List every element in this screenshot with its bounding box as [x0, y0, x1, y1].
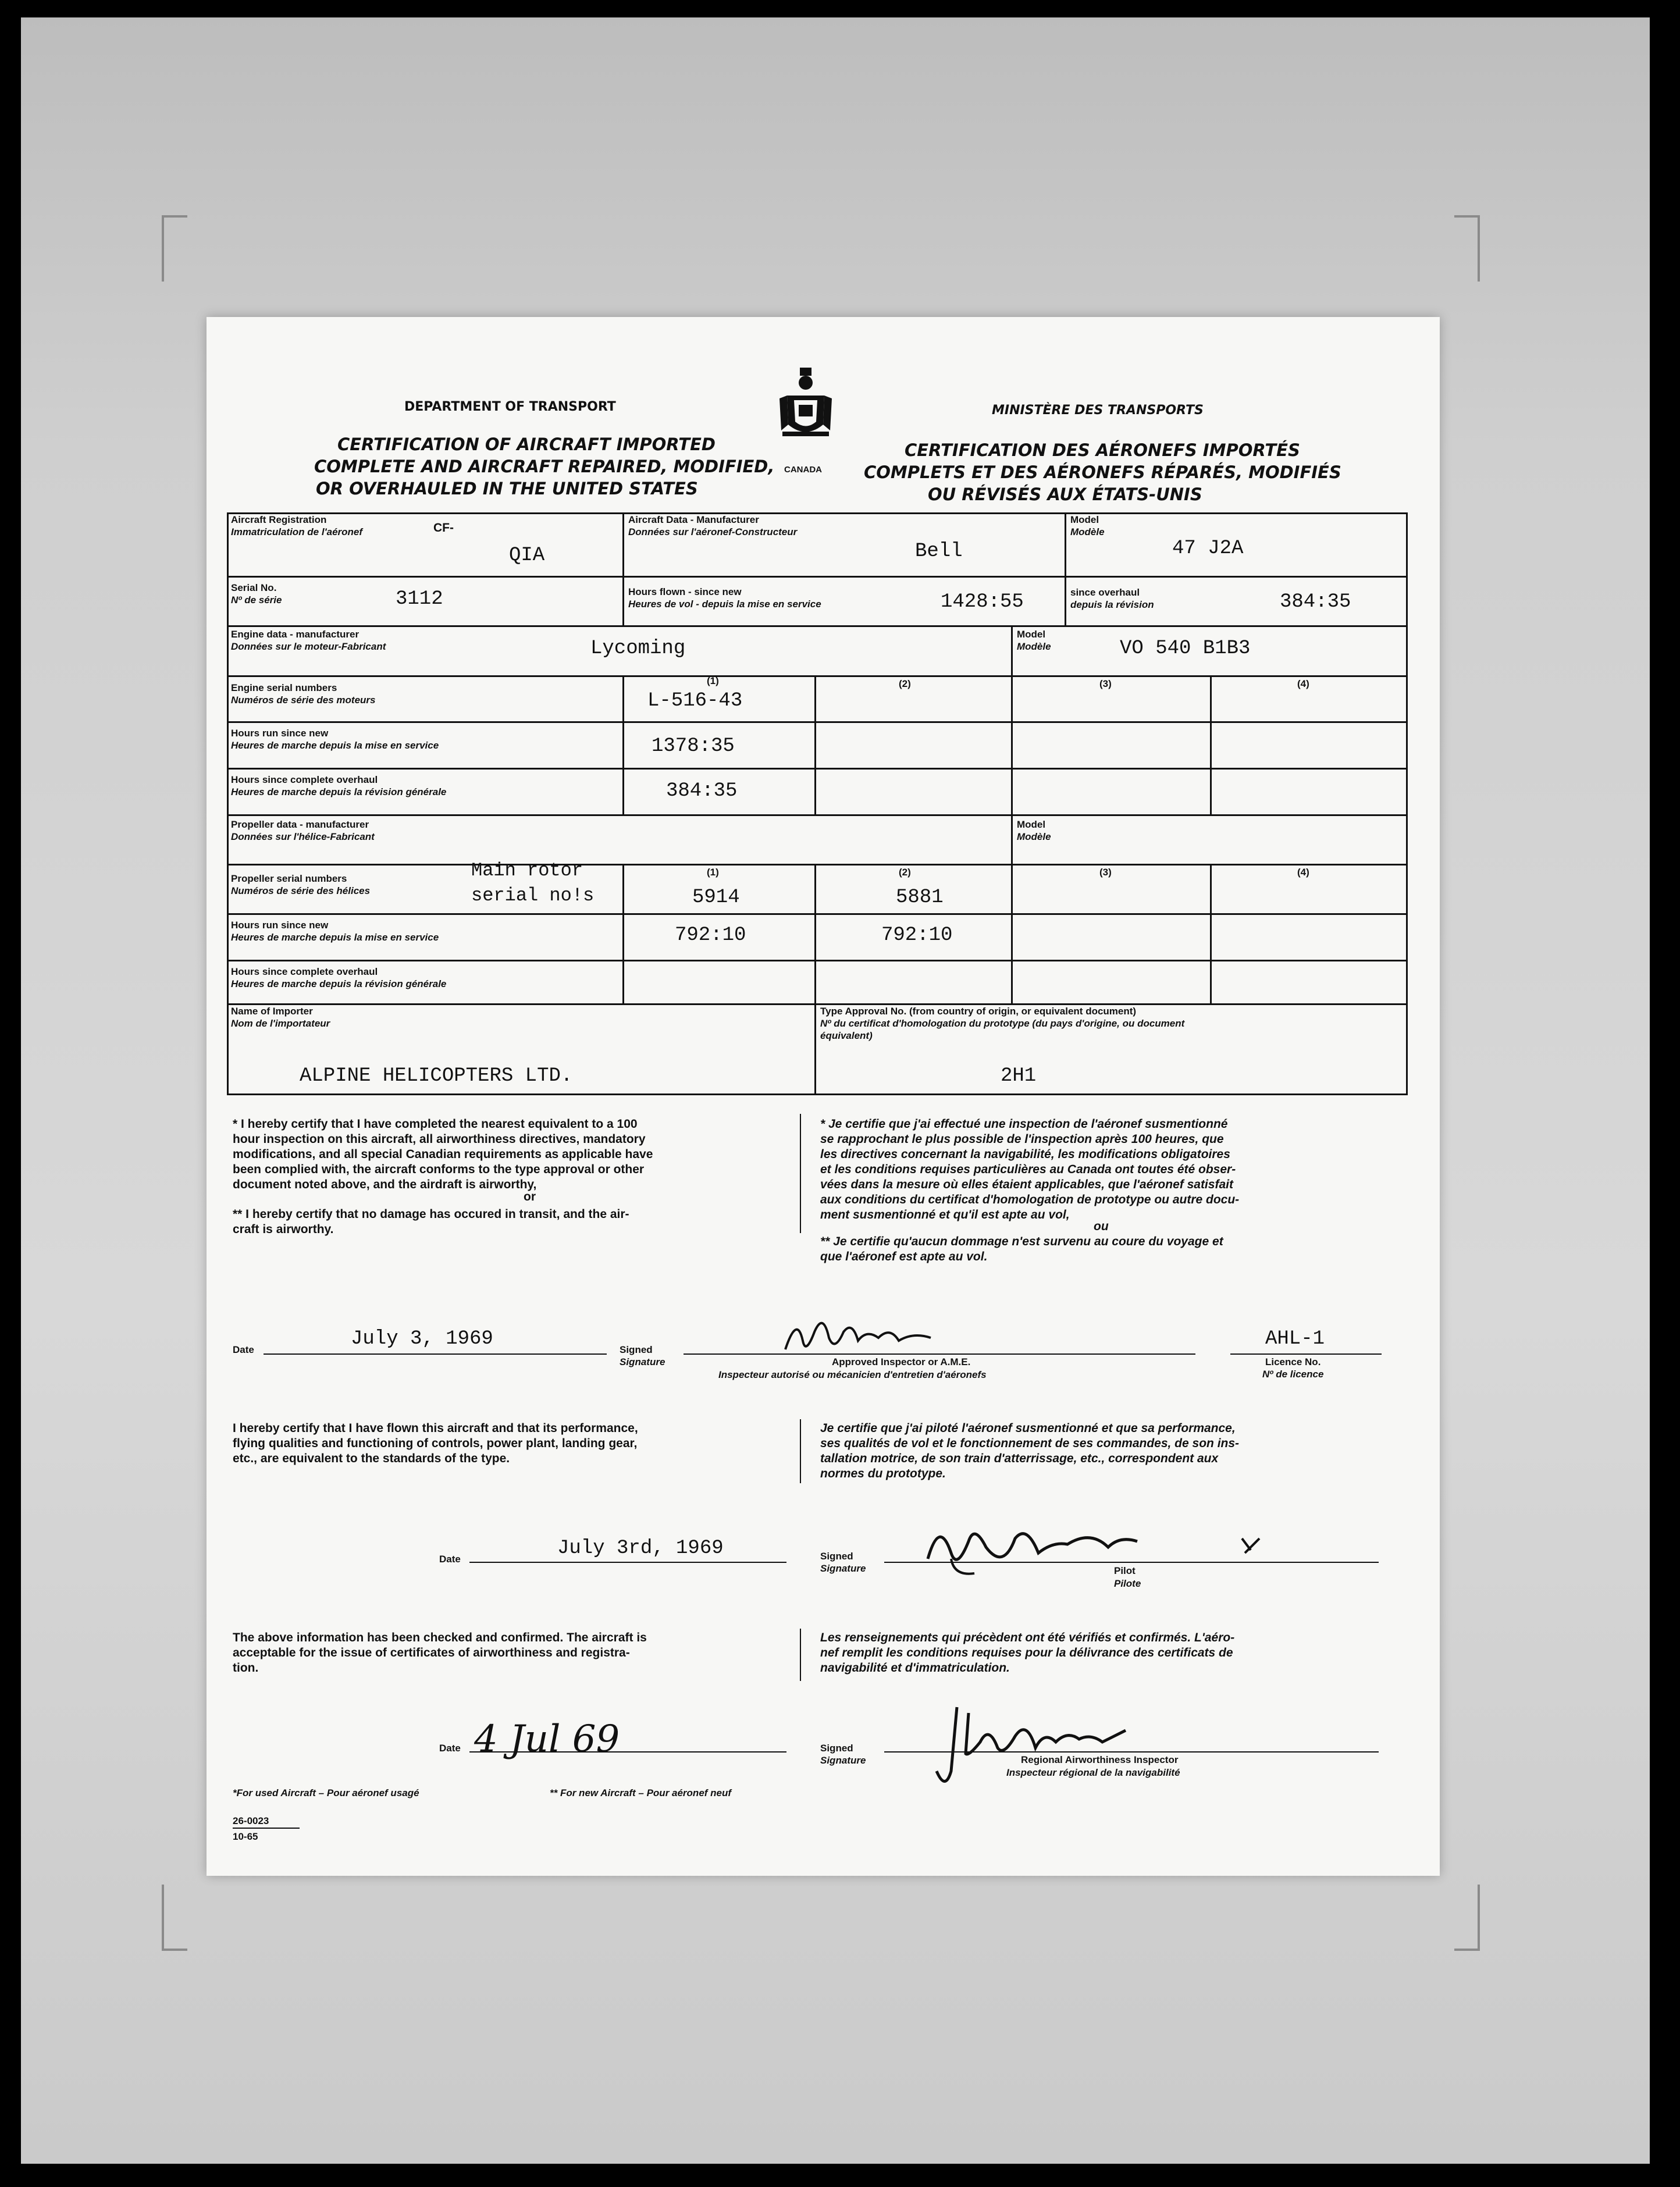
regional-date-value: 4 Jul 69	[474, 1718, 620, 1761]
grid-line	[622, 864, 624, 1003]
title-en-1: CERTIFICATION OF AIRCRAFT IMPORTED	[337, 434, 716, 454]
engine-hours-run-1-value: 1378:35	[652, 735, 735, 757]
grid-line	[814, 864, 816, 1003]
grid-line	[227, 675, 1408, 677]
since-overhaul-label: since overhaul depuis la révision	[1070, 587, 1154, 610]
cert-fr-line: les directives concernant la navigabilité, les modifications obligatoires	[820, 1148, 1230, 1161]
propeller-manufacturer-label: Propeller data - manufacturer Données sur l'hélice-Fabricant	[231, 819, 375, 842]
propeller-serial-1-value: 5914	[692, 886, 740, 909]
pilot-date-value: July 3rd, 1969	[557, 1537, 724, 1559]
cert-en-line: hour inspection on this aircraft, all airworthiness directives, mandatory	[233, 1132, 646, 1146]
footer-used: *For used Aircraft – Pour aéronef usagé	[233, 1787, 419, 1798]
title-en-2: COMPLETE AND AIRCRAFT REPAIRED, MODIFIED,	[314, 457, 775, 476]
pilot-divider	[800, 1419, 801, 1483]
propeller-hours-overhaul-label: Hours since complete overhaul Heures de marche depuis la révision générale	[231, 966, 447, 989]
engine-model-label: Model Modèle	[1017, 629, 1051, 652]
engine-manufacturer-label: Engine data - manufacturer Données sur le moteur-Fabricant	[231, 629, 386, 652]
insp-signed-label: Signed Signature	[620, 1344, 665, 1367]
grid-line	[1210, 675, 1212, 814]
propeller-col-3: (3)	[1099, 867, 1112, 878]
grid-line	[227, 576, 1408, 578]
cert-fr-or: ou	[1094, 1220, 1109, 1233]
pilot-signed-label: Signed Signature	[820, 1551, 866, 1574]
cert-en-line: been complied with, the aircraft conforms to the type approval or other	[233, 1163, 645, 1176]
propeller-serial-note-1: Main rotor	[471, 860, 583, 881]
grid-line	[227, 864, 1408, 865]
pilot-fr-line: Je certifie que j'ai piloté l'aéronef susmentionné et que sa performance,	[820, 1422, 1236, 1435]
grid-line	[1210, 864, 1212, 1003]
cert-fr-line: que l'aéronef est apte au vol.	[820, 1250, 988, 1263]
pilot-date-label: Date	[439, 1554, 461, 1565]
regional-date-label: Date	[439, 1743, 461, 1754]
serial-no-label: Serial No. Nº de série	[231, 582, 282, 605]
cert-divider	[800, 1114, 801, 1233]
grid-line	[227, 913, 1408, 915]
type-approval-label-fr-2: équivalent)	[820, 1030, 873, 1041]
inspector-signature	[780, 1309, 954, 1361]
engine-serial-label: Engine serial numbers Numéros de série des moteurs	[231, 682, 376, 706]
cert-en-line: modifications, and all special Canadian requirements as applicable have	[233, 1148, 653, 1161]
regional-en-line: acceptable for the issue of certificates of airworthiness and registra-	[233, 1646, 630, 1659]
insp-date-label: Date	[233, 1344, 254, 1355]
aircraft-model-label: Model Modèle	[1070, 514, 1105, 537]
insp-date-value: July 3, 1969	[351, 1328, 493, 1350]
pilot-fr-line: normes du prototype.	[820, 1467, 946, 1480]
pilot-date-line	[469, 1562, 786, 1563]
pilot-signature	[916, 1506, 1277, 1582]
cert-fr-line: se rapprochant le plus possible de l'inspection après 100 heures, que	[820, 1132, 1224, 1146]
grid-line	[227, 512, 229, 1094]
cert-en-line: * I hereby certify that I have completed the nearest equivalent to a 100	[233, 1117, 638, 1131]
footer-new: ** For new Aircraft – Pour aéronef neuf	[550, 1787, 732, 1798]
aircraft-manufacturer-label: Aircraft Data - Manufacturer Données sur l'aéronef-Constructeur	[628, 514, 798, 537]
regional-divider	[800, 1629, 801, 1681]
type-approval-value: 2H1	[1001, 1065, 1037, 1087]
cert-fr-line: ** Je certifie qu'aucun dommage n'est survenu au coure du voyage et	[820, 1235, 1223, 1248]
title-fr-3: OU RÉVISÉS AUX ÉTATS-UNIS	[928, 485, 1202, 504]
cert-fr-line: ment susmentionné et qu'il est apte au vol,	[820, 1208, 1070, 1221]
pilot-role-en: Pilot	[1114, 1565, 1136, 1576]
serial-no-value: 3112	[396, 588, 443, 610]
corner-mark-top-left	[162, 215, 187, 282]
propeller-serial-label: Propeller serial numbers Numéros de série des hélices	[231, 873, 371, 896]
cert-fr-line: aux conditions du certificat d'homologation de prototype ou autre docu-	[820, 1193, 1240, 1206]
engine-hours-overhaul-label: Hours since complete overhaul Heures de marche depuis la révision générale	[231, 774, 447, 797]
propeller-col-1: (1)	[707, 867, 719, 878]
pilot-fr-line: ses qualités de vol et le fonctionnement de ses commandes, de son ins-	[820, 1437, 1240, 1450]
propeller-model-label: Model Modèle	[1017, 819, 1051, 842]
pilot-en-line: etc., are equivalent to the standards of the type.	[233, 1452, 510, 1465]
grid-line	[227, 814, 1408, 816]
engine-col-4: (4)	[1297, 678, 1309, 689]
pilot-en-line: I hereby certify that I have flown this aircraft and that its performance,	[233, 1422, 638, 1435]
regional-role-fr: Inspecteur régional de la navigabilité	[1006, 1767, 1180, 1778]
pilot-fr-line: tallation motrice, de son train d'atterrissage, etc., correspondent aux	[820, 1452, 1219, 1465]
regional-fr-line: navigabilité et d'immatriculation.	[820, 1661, 1010, 1675]
cert-fr-line: * Je certifie que j'ai effectué une inspection de l'aéronef susmentionné	[820, 1117, 1228, 1131]
type-approval-label-en: Type Approval No. (from country of origin, or equivalent document)	[820, 1006, 1137, 1017]
aircraft-model-value: 47 J2A	[1172, 537, 1244, 560]
regional-inspector-signature	[934, 1701, 1178, 1794]
engine-manufacturer-value: Lycoming	[590, 637, 686, 660]
engine-col-1: (1)	[707, 675, 719, 686]
propeller-hours-run-label: Hours run since new Heures de marche depuis la mise en service	[231, 920, 439, 943]
propeller-col-4: (4)	[1297, 867, 1309, 878]
grid-line	[1011, 675, 1013, 814]
engine-hours-overhaul-1-value: 384:35	[666, 780, 738, 802]
grid-line	[227, 721, 1408, 723]
title-fr-2: COMPLETS ET DES AÉRONEFS RÉPARÉS, MODIFIÉS	[864, 462, 1341, 482]
regional-en-line: tion.	[233, 1661, 259, 1675]
engine-col-2: (2)	[899, 678, 911, 689]
form-date: 10-65	[233, 1831, 258, 1842]
propeller-hours-run-2-value: 792:10	[881, 924, 953, 946]
regional-fr-line: Les renseignements qui précèdent ont été vérifiés et confirmés. L'aéro-	[820, 1631, 1235, 1644]
certificate-sheet	[207, 317, 1440, 1876]
grid-line	[227, 960, 1408, 961]
grid-line	[622, 512, 624, 625]
canada-label: CANADA	[784, 465, 822, 475]
pilot-en-line: flying qualities and functioning of controls, power plant, landing gear,	[233, 1437, 638, 1450]
grid-line	[1011, 625, 1013, 675]
grid-line	[1011, 864, 1013, 1003]
aircraft-registration-label: Aircraft Registration Immatriculation de l'aéronef	[231, 514, 363, 537]
cert-en-line: ** I hereby certify that no damage has occured in transit, and the air-	[233, 1208, 629, 1221]
cert-fr-line: vées dans la mesure où elles étaient applicables, que l'aéronef satisfait	[820, 1178, 1233, 1191]
corner-mark-top-right	[1454, 215, 1480, 282]
engine-serial-1-value: L-516-43	[647, 690, 743, 712]
form-number-line	[233, 1828, 300, 1829]
importer-label: Name of Importer Nom de l'importateur	[231, 1006, 330, 1029]
regional-fr-line: nef remplit les conditions requises pour la délivrance des certificats de	[820, 1646, 1233, 1659]
type-approval-label-fr-1: Nº du certificat d'homologation du prototype (du pays d'origine, ou document	[820, 1018, 1185, 1029]
grid-line	[227, 1094, 1408, 1095]
regional-en-line: The above information has been checked and confirmed. The aircraft is	[233, 1631, 647, 1644]
insp-role-en: Approved Inspector or A.M.E.	[832, 1356, 971, 1367]
grid-line	[227, 768, 1408, 770]
propeller-hours-run-1-value: 792:10	[675, 924, 746, 946]
cert-en-line: document noted above, and the airdraft is airworthy,	[233, 1178, 537, 1191]
propeller-col-2: (2)	[899, 867, 911, 878]
hours-flown-value: 1428:55	[941, 591, 1024, 613]
insp-role-fr: Inspecteur autorisé ou mécanicien d'entretien d'aéronefs	[718, 1369, 987, 1380]
cert-en-or: or	[524, 1190, 536, 1203]
hours-flown-label: Hours flown - since new Heures de vol - depuis la mise en service	[628, 586, 821, 610]
grid-line	[227, 512, 1408, 514]
corner-mark-bottom-right	[1454, 1885, 1480, 1951]
canada-coat-of-arms-icon	[777, 366, 835, 454]
grid-line	[1406, 512, 1408, 1094]
regional-signed-label: Signed Signature	[820, 1743, 866, 1766]
form-number: 26-0023	[233, 1815, 269, 1826]
title-en-3: OR OVERHAULED IN THE UNITED STATES	[316, 479, 698, 498]
engine-model-value: VO 540 B1B3	[1120, 637, 1251, 660]
propeller-serial-note-2: serial no!s	[471, 885, 595, 906]
grid-line	[622, 675, 624, 814]
cert-en-line: craft is airworthy.	[233, 1223, 334, 1236]
grid-line	[1065, 512, 1066, 625]
dept-en: DEPARTMENT OF TRANSPORT	[404, 400, 616, 414]
title-fr-1: CERTIFICATION DES AÉRONEFS IMPORTÉS	[905, 440, 1300, 460]
registration-value: QIA	[509, 544, 545, 567]
aircraft-manufacturer-value: Bell	[915, 540, 963, 562]
cert-fr-line: et les conditions requises particulières au Canada ont toutes été obser-	[820, 1163, 1236, 1176]
registration-prefix: CF-	[433, 521, 454, 535]
propeller-serial-2-value: 5881	[896, 886, 944, 909]
regional-role-en: Regional Airworthiness Inspector	[1021, 1754, 1179, 1765]
insp-date-line	[264, 1353, 607, 1355]
grid-line	[227, 625, 1408, 627]
grid-line	[227, 1003, 1408, 1005]
licence-line	[1230, 1353, 1382, 1355]
engine-col-3: (3)	[1099, 678, 1112, 689]
pilot-role-fr: Pilote	[1114, 1578, 1141, 1589]
grid-line	[1011, 814, 1013, 864]
grid-line	[814, 1003, 816, 1094]
since-overhaul-value: 384:35	[1280, 591, 1351, 613]
engine-hours-run-label: Hours run since new Heures de marche depuis la mise en service	[231, 728, 439, 751]
licence-label: Licence No. Nº de licence	[1262, 1356, 1324, 1380]
dept-fr: MINISTÈRE DES TRANSPORTS	[992, 403, 1204, 418]
corner-mark-bottom-left	[162, 1885, 187, 1951]
importer-value: ALPINE HELICOPTERS LTD.	[300, 1065, 573, 1087]
grid-line	[814, 675, 816, 814]
licence-value: AHL-1	[1265, 1328, 1325, 1350]
